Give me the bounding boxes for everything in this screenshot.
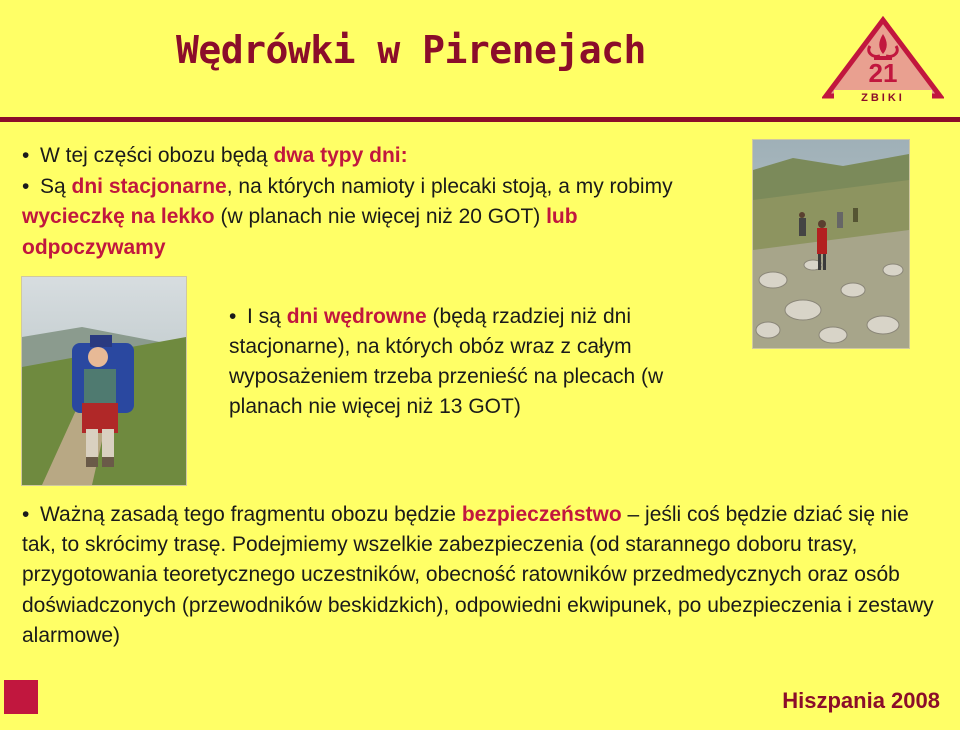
highlight-two-types: dwa typy dni: [273, 144, 408, 167]
footer-label: Hiszpania 2008 [782, 688, 940, 713]
highlight-stationary-days: dni stacjonarne [71, 174, 227, 198]
highlight-light-trip: wycieczkę na lekko [22, 205, 215, 228]
hikers-photo [752, 139, 910, 349]
bullet-item-2: • Są dni stacjonarne, na których namioty i plecaki stoją, a my robimy wycieczkę na lekko (w planach nie więcej niż 20 GOT) lub odpoczywamy [22, 172, 722, 264]
bullet-icon: • [22, 144, 30, 167]
title-divider [0, 117, 960, 122]
logo-number: 21 [868, 58, 898, 88]
slide-title: Wędrówki w Pirenejach [176, 28, 646, 72]
highlight-rest: lub odpoczywamy [22, 205, 578, 259]
bullet-item-1: • W tej części obozu będą dwa typy dni: [22, 141, 722, 172]
corner-square [4, 680, 38, 714]
bullet-icon: • [229, 305, 237, 328]
highlight-hiking-days: dni wędrowne [286, 305, 427, 328]
highlight-safety: bezpieczeństwo [461, 503, 622, 526]
backpacker-photo [21, 276, 187, 486]
scout-logo [822, 16, 944, 104]
bullet-icon: • [22, 174, 30, 198]
safety-block: • Ważną zasadą tego fragmentu obozu będzie bezpieczeństwo – jeśli coś będzie dziać się nie tak, to skrócimy trasę. Podejmiemy wszelkie zabezpieczenia (od starannego doboru trasy, przygotowania teoretycznego uczestników, obecność ratowników przedmedycznych oraz osób doświadczonych (przewodników beskidzkich), odpowiedni ekwipunek, po ubezpieczenia i zestawy alarmowe) [22, 500, 947, 651]
hiking-days-block: • I są dni wędrowne (będą rzadziej niż dni stacjonarne), na których obóz wraz z całym wyposażeniem trzeba przenieść na plecach (w planach nie więcej niż 13 GOT) [229, 302, 729, 422]
bullet-icon: • [22, 503, 30, 526]
logo-label: ZBIKI [861, 92, 905, 104]
intro-block [22, 141, 722, 263]
